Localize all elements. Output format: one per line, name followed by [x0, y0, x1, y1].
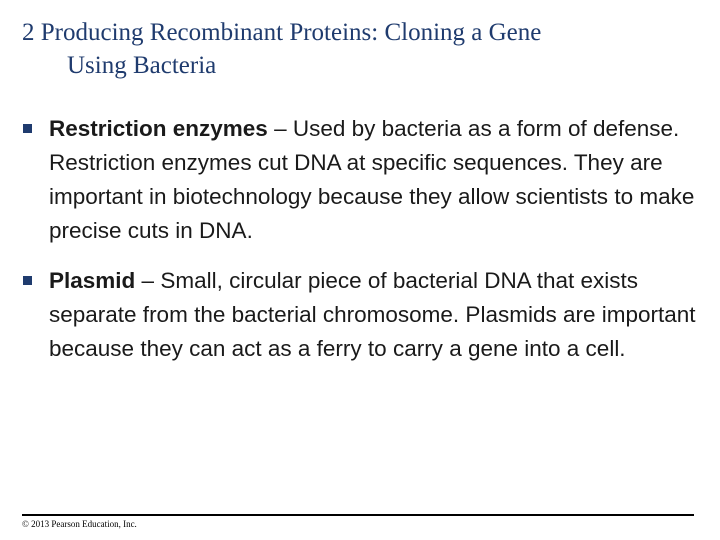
bullet-item-plasmid	[22, 264, 702, 366]
footer-divider	[22, 514, 694, 516]
copyright-notice: © 2013 Pearson Education, Inc.	[22, 519, 137, 529]
bullet-text: – Small, circular piece of bacterial DNA that exists separate from the bacterial chromosome. Plasmids are important because they can act as a ferry to carry a gene into a cell.	[49, 268, 696, 361]
slide-title-line-2: Using Bacteria	[67, 52, 217, 79]
slide-title-line-1: 2 Producing Recombinant Proteins: Cloning a Gene	[22, 19, 542, 46]
bullet-text: – Used by bacteria as a form of defense. Restriction enzymes cut DNA at specific sequences. They are important in biotechnology because they allow scientists to make precise cuts in DNA.	[49, 116, 695, 243]
bullet-list	[22, 112, 702, 382]
square-bullet-icon	[23, 124, 32, 133]
square-bullet-icon	[23, 276, 32, 285]
slide-title	[22, 16, 702, 82]
bullet-term: Restriction enzymes	[49, 116, 268, 141]
bullet-item-restriction-enzymes	[22, 112, 702, 248]
bullet-term: Plasmid	[49, 268, 136, 293]
